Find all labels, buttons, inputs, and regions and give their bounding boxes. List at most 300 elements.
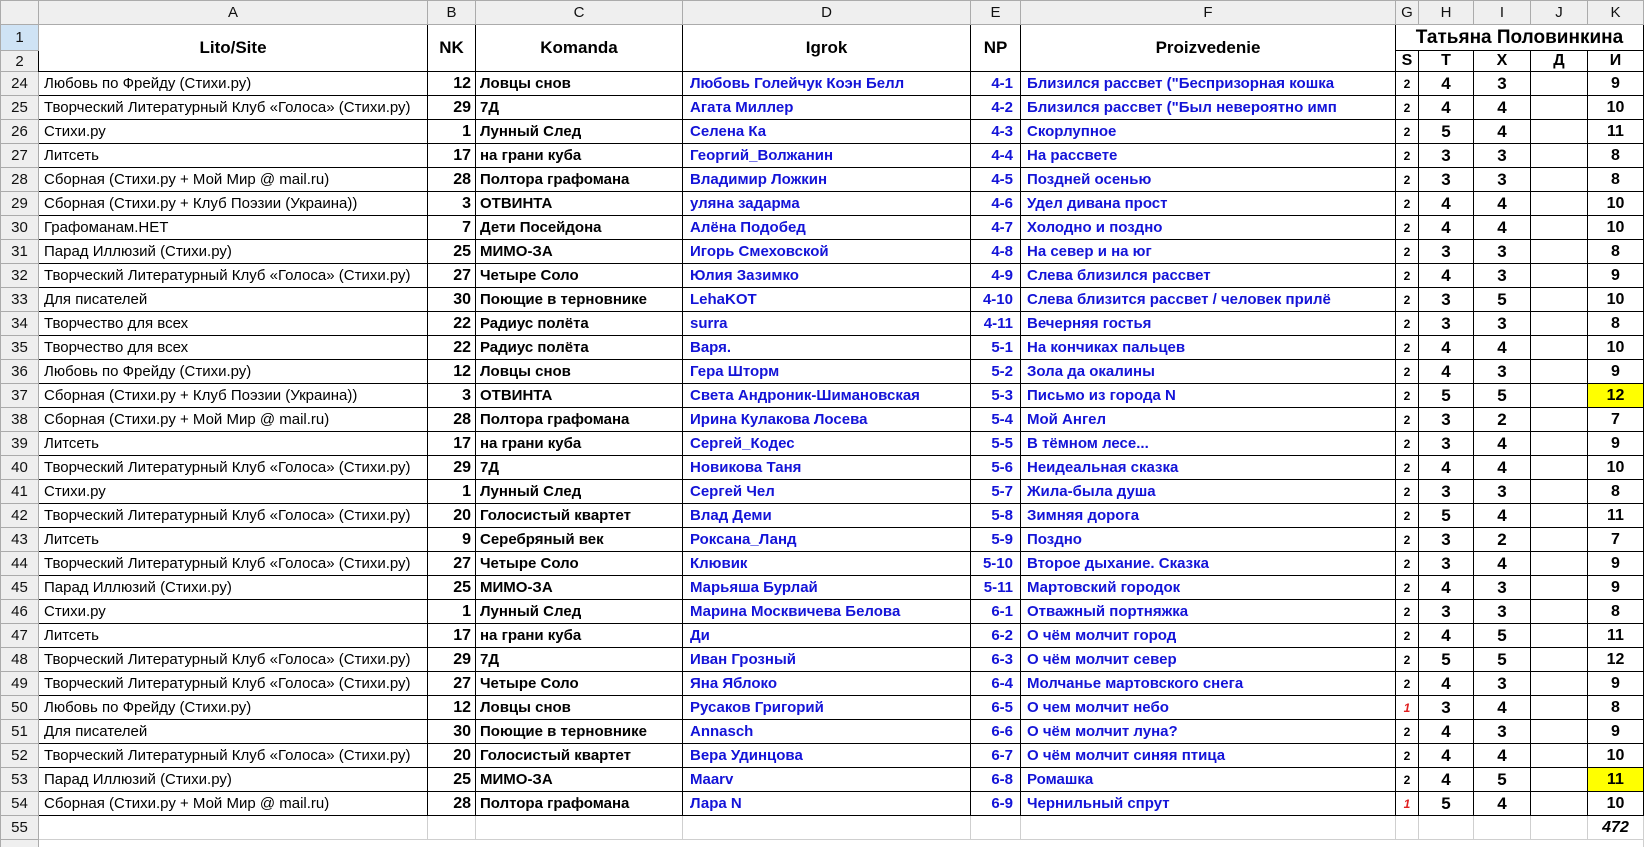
cell-score-x[interactable]: 4 <box>1474 96 1531 120</box>
cell-score-s[interactable]: 2 <box>1396 720 1419 744</box>
cell-np[interactable]: 5-5 <box>971 432 1021 456</box>
cell-score-i[interactable]: 8 <box>1588 696 1644 720</box>
cell-score-i[interactable]: 12 <box>1588 648 1644 672</box>
cell-score-s[interactable]: 2 <box>1396 672 1419 696</box>
cell-score-d[interactable] <box>1531 72 1588 96</box>
cell-score-s[interactable]: 1 <box>1396 696 1419 720</box>
cell-lito[interactable]: Графоманам.НЕТ <box>39 216 428 240</box>
cell-igrok[interactable]: Лара N <box>683 792 971 816</box>
cell-proizvedenie[interactable]: На кончиках пальцев <box>1021 336 1396 360</box>
cell-igrok[interactable]: Владимир Ложкин <box>683 168 971 192</box>
cell-score-x[interactable]: 5 <box>1474 288 1531 312</box>
cell-score-d[interactable] <box>1531 240 1588 264</box>
cell-nk[interactable]: 1 <box>428 120 476 144</box>
cell-score-d[interactable] <box>1531 120 1588 144</box>
cell-proizvedenie[interactable]: Вечерняя гостья <box>1021 312 1396 336</box>
cell-score-t[interactable]: 3 <box>1419 696 1474 720</box>
cell-proizvedenie[interactable]: Неидеальная сказка <box>1021 456 1396 480</box>
cell-komanda[interactable]: Четыре Соло <box>476 672 683 696</box>
cell-lito[interactable]: Парад Иллюзий (Стихи.ру) <box>39 576 428 600</box>
row-header-37[interactable]: 37 <box>1 384 39 408</box>
cell-score-s[interactable]: 2 <box>1396 240 1419 264</box>
cell-score-d[interactable] <box>1531 144 1588 168</box>
row-header-45[interactable]: 45 <box>1 576 39 600</box>
cell-nk[interactable]: 3 <box>428 192 476 216</box>
cell-score-t[interactable]: 5 <box>1419 504 1474 528</box>
cell-lito[interactable]: Творческий Литературный Клуб «Голоса» (Стихи.ру) <box>39 744 428 768</box>
cell-score-d[interactable] <box>1531 720 1588 744</box>
cell-score-t[interactable]: 3 <box>1419 312 1474 336</box>
row-header-50[interactable]: 50 <box>1 696 39 720</box>
cell-score-t[interactable]: 4 <box>1419 216 1474 240</box>
cell-score-s[interactable]: 2 <box>1396 432 1419 456</box>
cell-lito[interactable]: Творческий Литературный Клуб «Голоса» (Стихи.ру) <box>39 504 428 528</box>
cell-nk[interactable]: 20 <box>428 744 476 768</box>
cell-score-s[interactable]: 2 <box>1396 264 1419 288</box>
cell-komanda[interactable]: МИМО-ЗА <box>476 240 683 264</box>
cell-score-d[interactable] <box>1531 576 1588 600</box>
cell-proizvedenie[interactable]: Мартовский городок <box>1021 576 1396 600</box>
cell-lito[interactable]: Любовь по Фрейду (Стихи.ру) <box>39 72 428 96</box>
cell-nk[interactable]: 28 <box>428 168 476 192</box>
cell-score-x[interactable]: 4 <box>1474 432 1531 456</box>
column-header-C[interactable]: C <box>476 1 683 25</box>
cell-score-t[interactable]: 3 <box>1419 480 1474 504</box>
cell-proizvedenie[interactable]: Письмо из города N <box>1021 384 1396 408</box>
cell-lito[interactable]: Сборная (Стихи.ру + Мой Мир @ mail.ru) <box>39 792 428 816</box>
cell-score-i[interactable]: 9 <box>1588 264 1644 288</box>
cell-score-t[interactable]: 5 <box>1419 792 1474 816</box>
cell-proizvedenie[interactable]: Удел дивана прост <box>1021 192 1396 216</box>
cell-score-i[interactable]: 11 <box>1588 624 1644 648</box>
cell-nk[interactable]: 17 <box>428 144 476 168</box>
cell-igrok[interactable]: Георгий_Волжанин <box>683 144 971 168</box>
cell-nk[interactable]: 25 <box>428 576 476 600</box>
cell-score-t[interactable]: 4 <box>1419 456 1474 480</box>
cell-lito[interactable]: Творческий Литературный Клуб «Голоса» (Стихи.ру) <box>39 648 428 672</box>
cell-igrok[interactable]: Любовь Голейчук Коэн Белл <box>683 72 971 96</box>
cell-score-s[interactable]: 2 <box>1396 336 1419 360</box>
cell-score-s[interactable]: 2 <box>1396 552 1419 576</box>
cell-score-x[interactable]: 4 <box>1474 504 1531 528</box>
cell-score-s[interactable]: 2 <box>1396 360 1419 384</box>
cell-lito[interactable]: Стихи.ру <box>39 600 428 624</box>
cell-score-x[interactable]: 3 <box>1474 144 1531 168</box>
cell-score-s[interactable]: 2 <box>1396 72 1419 96</box>
cell-score-x[interactable]: 3 <box>1474 72 1531 96</box>
cell-lito[interactable]: Литсеть <box>39 528 428 552</box>
cell-np[interactable]: 5-9 <box>971 528 1021 552</box>
header-proizvedenie[interactable]: Proizvedenie <box>1021 25 1396 72</box>
header-criterion-1[interactable]: S <box>1396 51 1419 72</box>
cell-igrok[interactable]: Влад Деми <box>683 504 971 528</box>
cell-score-d[interactable] <box>1531 696 1588 720</box>
cell-score-i[interactable]: 9 <box>1588 672 1644 696</box>
cell-score-x[interactable]: 3 <box>1474 480 1531 504</box>
cell-proizvedenie[interactable]: Чернильный спрут <box>1021 792 1396 816</box>
cell-np[interactable]: 4-1 <box>971 72 1021 96</box>
header-criterion-5[interactable]: И <box>1588 51 1644 72</box>
row-header-partial[interactable] <box>1 840 39 847</box>
cell-score-s[interactable]: 2 <box>1396 168 1419 192</box>
row-header-39[interactable]: 39 <box>1 432 39 456</box>
cell-score-d[interactable] <box>1531 264 1588 288</box>
cell-score-x[interactable]: 4 <box>1474 120 1531 144</box>
cell-np[interactable]: 6-8 <box>971 768 1021 792</box>
cell-score-d[interactable] <box>1531 312 1588 336</box>
cell-score-t[interactable]: 3 <box>1419 528 1474 552</box>
cell-komanda[interactable]: Лунный След <box>476 600 683 624</box>
cell-np[interactable]: 4-2 <box>971 96 1021 120</box>
cell-proizvedenie[interactable]: Скорлупное <box>1021 120 1396 144</box>
cell-score-s[interactable]: 2 <box>1396 96 1419 120</box>
cell-proizvedenie[interactable]: Ромашка <box>1021 768 1396 792</box>
header-komanda[interactable]: Komanda <box>476 25 683 72</box>
cell-nk[interactable]: 9 <box>428 528 476 552</box>
cell-score-d[interactable] <box>1531 288 1588 312</box>
cell-komanda[interactable]: Ловцы снов <box>476 696 683 720</box>
cell-np[interactable]: 5-2 <box>971 360 1021 384</box>
cell-np[interactable]: 6-3 <box>971 648 1021 672</box>
cell-score-x[interactable]: 2 <box>1474 408 1531 432</box>
cell-komanda[interactable]: ОТВИНТА <box>476 384 683 408</box>
cell-score-i[interactable]: 10 <box>1588 192 1644 216</box>
cell-proizvedenie[interactable]: Близился рассвет ("Был невероятно имп <box>1021 96 1396 120</box>
cell-komanda[interactable]: Ловцы снов <box>476 72 683 96</box>
cell-score-d[interactable] <box>1531 360 1588 384</box>
cell-empty[interactable] <box>1396 816 1419 840</box>
cell-score-t[interactable]: 4 <box>1419 768 1474 792</box>
cell-nk[interactable]: 22 <box>428 312 476 336</box>
cell-score-i[interactable]: 10 <box>1588 288 1644 312</box>
cell-lito[interactable]: Творческий Литературный Клуб «Голоса» (Стихи.ру) <box>39 552 428 576</box>
cell-nk[interactable]: 22 <box>428 336 476 360</box>
row-header-29[interactable]: 29 <box>1 192 39 216</box>
cell-igrok[interactable]: Марина Москвичева Белова <box>683 600 971 624</box>
cell-proizvedenie[interactable]: О чём молчит город <box>1021 624 1396 648</box>
cell-igrok[interactable]: LehaKOT <box>683 288 971 312</box>
cell-np[interactable]: 5-10 <box>971 552 1021 576</box>
cell-score-t[interactable]: 4 <box>1419 360 1474 384</box>
cell-score-i[interactable]: 11 <box>1588 504 1644 528</box>
cell-score-i[interactable]: 8 <box>1588 144 1644 168</box>
cell-score-s[interactable]: 2 <box>1396 480 1419 504</box>
cell-score-s[interactable]: 2 <box>1396 312 1419 336</box>
cell-lito[interactable]: Для писателей <box>39 720 428 744</box>
column-header-D[interactable]: D <box>683 1 971 25</box>
cell-score-t[interactable]: 4 <box>1419 192 1474 216</box>
cell-score-t[interactable]: 4 <box>1419 720 1474 744</box>
row-header-36[interactable]: 36 <box>1 360 39 384</box>
row-header-55[interactable]: 55 <box>1 816 39 840</box>
cell-nk[interactable]: 1 <box>428 600 476 624</box>
cell-score-t[interactable]: 4 <box>1419 672 1474 696</box>
cell-komanda[interactable]: Дети Посейдона <box>476 216 683 240</box>
cell-score-s[interactable]: 2 <box>1396 456 1419 480</box>
cell-np[interactable]: 4-5 <box>971 168 1021 192</box>
column-header-A[interactable]: A <box>39 1 428 25</box>
cell-komanda[interactable]: Радиус полёта <box>476 312 683 336</box>
cell-proizvedenie[interactable]: О чём молчит синяя птица <box>1021 744 1396 768</box>
cell-lito[interactable]: Творческий Литературный Клуб «Голоса» (Стихи.ру) <box>39 672 428 696</box>
cell-proizvedenie[interactable]: Поздней осенью <box>1021 168 1396 192</box>
cell-score-x[interactable]: 4 <box>1474 456 1531 480</box>
row-header-43[interactable]: 43 <box>1 528 39 552</box>
header-criterion-4[interactable]: Д <box>1531 51 1588 72</box>
cell-score-i[interactable]: 10 <box>1588 336 1644 360</box>
cell-score-x[interactable]: 3 <box>1474 240 1531 264</box>
cell-score-x[interactable]: 4 <box>1474 552 1531 576</box>
cell-score-s[interactable]: 2 <box>1396 528 1419 552</box>
row-header-26[interactable]: 26 <box>1 120 39 144</box>
cell-np[interactable]: 4-9 <box>971 264 1021 288</box>
corner-select-all[interactable] <box>1 1 39 25</box>
cell-score-d[interactable] <box>1531 600 1588 624</box>
cell-igrok[interactable]: Сергей_Кодес <box>683 432 971 456</box>
cell-lito[interactable]: Любовь по Фрейду (Стихи.ру) <box>39 696 428 720</box>
cell-proizvedenie[interactable]: Зимняя дорога <box>1021 504 1396 528</box>
cell-score-t[interactable]: 4 <box>1419 624 1474 648</box>
cell-score-i[interactable]: 12 <box>1588 384 1644 408</box>
cell-lito[interactable]: Сборная (Стихи.ру + Клуб Поэзии (Украина)) <box>39 384 428 408</box>
cell-score-t[interactable]: 3 <box>1419 552 1474 576</box>
cell-score-t[interactable]: 4 <box>1419 264 1474 288</box>
cell-komanda[interactable]: Ловцы снов <box>476 360 683 384</box>
row-header-48[interactable]: 48 <box>1 648 39 672</box>
cell-komanda[interactable]: Лунный След <box>476 480 683 504</box>
cell-np[interactable]: 6-7 <box>971 744 1021 768</box>
cell-score-x[interactable]: 5 <box>1474 648 1531 672</box>
cell-np[interactable]: 6-5 <box>971 696 1021 720</box>
cell-score-x[interactable]: 3 <box>1474 672 1531 696</box>
header-igrok[interactable]: Igrok <box>683 25 971 72</box>
cell-komanda[interactable]: Радиус полёта <box>476 336 683 360</box>
cell-score-x[interactable]: 3 <box>1474 264 1531 288</box>
row-header-33[interactable]: 33 <box>1 288 39 312</box>
cell-proizvedenie[interactable]: Мой Ангел <box>1021 408 1396 432</box>
cell-score-i[interactable]: 8 <box>1588 312 1644 336</box>
cell-score-d[interactable] <box>1531 744 1588 768</box>
cell-igrok[interactable]: Иван Грозный <box>683 648 971 672</box>
column-header-K[interactable]: K <box>1588 1 1644 25</box>
cell-lito[interactable]: Любовь по Фрейду (Стихи.ру) <box>39 360 428 384</box>
cell-komanda[interactable]: Голосистый квартет <box>476 744 683 768</box>
cell-komanda[interactable]: 7Д <box>476 96 683 120</box>
row-header-53[interactable]: 53 <box>1 768 39 792</box>
column-header-F[interactable]: F <box>1021 1 1396 25</box>
cell-np[interactable]: 5-7 <box>971 480 1021 504</box>
cell-empty[interactable] <box>1474 816 1531 840</box>
cell-komanda[interactable]: Поющие в терновнике <box>476 720 683 744</box>
cell-score-d[interactable] <box>1531 672 1588 696</box>
cell-np[interactable]: 5-4 <box>971 408 1021 432</box>
cell-score-i[interactable]: 8 <box>1588 240 1644 264</box>
cell-proizvedenie[interactable]: Молчанье мартовского снега <box>1021 672 1396 696</box>
cell-score-d[interactable] <box>1531 792 1588 816</box>
cell-score-i[interactable]: 11 <box>1588 120 1644 144</box>
cell-proizvedenie[interactable]: Жила-была душа <box>1021 480 1396 504</box>
cell-igrok[interactable]: surra <box>683 312 971 336</box>
cell-komanda[interactable]: Голосистый квартет <box>476 504 683 528</box>
cell-nk[interactable]: 7 <box>428 216 476 240</box>
cell-igrok[interactable]: Вера Удинцова <box>683 744 971 768</box>
cell-score-i[interactable]: 8 <box>1588 600 1644 624</box>
cell-proizvedenie[interactable]: Поздно <box>1021 528 1396 552</box>
cell-np[interactable]: 6-4 <box>971 672 1021 696</box>
cell-komanda[interactable]: Полтора графомана <box>476 792 683 816</box>
cell-score-x[interactable]: 5 <box>1474 768 1531 792</box>
cell-score-t[interactable]: 4 <box>1419 96 1474 120</box>
cell-nk[interactable]: 25 <box>428 240 476 264</box>
cell-score-t[interactable]: 4 <box>1419 576 1474 600</box>
column-header-I[interactable]: I <box>1474 1 1531 25</box>
cell-score-i[interactable]: 9 <box>1588 552 1644 576</box>
cell-score-i[interactable]: 10 <box>1588 744 1644 768</box>
cell-komanda[interactable]: 7Д <box>476 648 683 672</box>
cell-score-t[interactable]: 4 <box>1419 336 1474 360</box>
cell-score-t[interactable]: 4 <box>1419 744 1474 768</box>
row-header-54[interactable]: 54 <box>1 792 39 816</box>
cell-score-s[interactable]: 2 <box>1396 600 1419 624</box>
row-header-2[interactable]: 2 <box>1 51 39 72</box>
cell-igrok[interactable]: Света Андроник-Шимановская <box>683 384 971 408</box>
cell-komanda[interactable]: Поющие в терновнике <box>476 288 683 312</box>
cell-np[interactable]: 4-4 <box>971 144 1021 168</box>
cell-np[interactable]: 6-9 <box>971 792 1021 816</box>
cell-score-t[interactable]: 5 <box>1419 120 1474 144</box>
cell-score-s[interactable]: 2 <box>1396 120 1419 144</box>
cell-score-s[interactable]: 2 <box>1396 288 1419 312</box>
row-header-24[interactable]: 24 <box>1 72 39 96</box>
cell-nk[interactable]: 12 <box>428 72 476 96</box>
row-header-49[interactable]: 49 <box>1 672 39 696</box>
row-header-28[interactable]: 28 <box>1 168 39 192</box>
row-header-27[interactable]: 27 <box>1 144 39 168</box>
cell-score-t[interactable]: 3 <box>1419 408 1474 432</box>
cell-score-d[interactable] <box>1531 504 1588 528</box>
header-criterion-3[interactable]: X <box>1474 51 1531 72</box>
row-header-52[interactable]: 52 <box>1 744 39 768</box>
cell-nk[interactable]: 17 <box>428 432 476 456</box>
cell-komanda[interactable]: Полтора графомана <box>476 168 683 192</box>
cell-score-x[interactable]: 3 <box>1474 600 1531 624</box>
cell-lito[interactable]: Творчество для всех <box>39 336 428 360</box>
cell-score-d[interactable] <box>1531 96 1588 120</box>
cell-score-x[interactable]: 5 <box>1474 384 1531 408</box>
cell-lito[interactable]: Творческий Литературный Клуб «Голоса» (Стихи.ру) <box>39 264 428 288</box>
cell-igrok[interactable]: Ирина Кулакова Лосева <box>683 408 971 432</box>
cell-nk[interactable]: 28 <box>428 408 476 432</box>
cell-score-s[interactable]: 2 <box>1396 744 1419 768</box>
cell-empty[interactable] <box>428 816 476 840</box>
cell-score-d[interactable] <box>1531 480 1588 504</box>
cell-score-i[interactable]: 9 <box>1588 432 1644 456</box>
cell-komanda[interactable]: на грани куба <box>476 432 683 456</box>
cell-np[interactable]: 5-1 <box>971 336 1021 360</box>
cell-lito[interactable]: Стихи.ру <box>39 480 428 504</box>
cell-score-x[interactable]: 3 <box>1474 720 1531 744</box>
cell-igrok[interactable]: уляна задарма <box>683 192 971 216</box>
cell-score-s[interactable]: 2 <box>1396 144 1419 168</box>
cell-score-d[interactable] <box>1531 456 1588 480</box>
cell-score-d[interactable] <box>1531 432 1588 456</box>
header-np[interactable]: NP <box>971 25 1021 72</box>
cell-komanda[interactable]: 7Д <box>476 456 683 480</box>
cell-lito[interactable]: Творчество для всех <box>39 312 428 336</box>
cell-komanda[interactable]: на грани куба <box>476 144 683 168</box>
cell-lito[interactable]: Стихи.ру <box>39 120 428 144</box>
cell-score-d[interactable] <box>1531 552 1588 576</box>
cell-np[interactable]: 6-1 <box>971 600 1021 624</box>
cell-igrok[interactable]: Игорь Смеховской <box>683 240 971 264</box>
cell-score-i[interactable]: 11 <box>1588 768 1644 792</box>
cell-empty[interactable] <box>39 840 1644 847</box>
cell-lito[interactable]: Творческий Литературный Клуб «Голоса» (Стихи.ру) <box>39 456 428 480</box>
cell-proizvedenie[interactable]: О чём молчит луна? <box>1021 720 1396 744</box>
cell-score-x[interactable]: 3 <box>1474 312 1531 336</box>
cell-score-i[interactable]: 10 <box>1588 792 1644 816</box>
cell-score-i[interactable]: 10 <box>1588 96 1644 120</box>
cell-proizvedenie[interactable]: О чем молчит небо <box>1021 696 1396 720</box>
cell-nk[interactable]: 12 <box>428 360 476 384</box>
cell-lito[interactable]: Сборная (Стихи.ру + Мой Мир @ mail.ru) <box>39 408 428 432</box>
cell-igrok[interactable]: Варя. <box>683 336 971 360</box>
cell-score-t[interactable]: 3 <box>1419 600 1474 624</box>
cell-score-i[interactable]: 7 <box>1588 528 1644 552</box>
cell-np[interactable]: 5-3 <box>971 384 1021 408</box>
cell-score-d[interactable] <box>1531 168 1588 192</box>
cell-np[interactable]: 4-8 <box>971 240 1021 264</box>
cell-igrok[interactable]: Annasch <box>683 720 971 744</box>
cell-lito[interactable]: Для писателей <box>39 288 428 312</box>
cell-grand-total[interactable]: 472 <box>1588 816 1644 840</box>
cell-nk[interactable]: 28 <box>428 792 476 816</box>
cell-score-x[interactable]: 4 <box>1474 696 1531 720</box>
cell-igrok[interactable]: Агата Миллер <box>683 96 971 120</box>
cell-nk[interactable]: 29 <box>428 96 476 120</box>
cell-igrok[interactable]: Роксана_Ланд <box>683 528 971 552</box>
row-header-32[interactable]: 32 <box>1 264 39 288</box>
cell-empty[interactable] <box>1531 816 1588 840</box>
cell-igrok[interactable]: Марьяша Бурлай <box>683 576 971 600</box>
cell-score-i[interactable]: 9 <box>1588 360 1644 384</box>
cell-score-d[interactable] <box>1531 192 1588 216</box>
row-header-25[interactable]: 25 <box>1 96 39 120</box>
cell-proizvedenie[interactable]: Зола да окалины <box>1021 360 1396 384</box>
cell-score-t[interactable]: 4 <box>1419 72 1474 96</box>
column-header-H[interactable]: H <box>1419 1 1474 25</box>
row-header-46[interactable]: 46 <box>1 600 39 624</box>
cell-proizvedenie[interactable]: Слева близится рассвет / человек прилё <box>1021 288 1396 312</box>
cell-score-x[interactable]: 3 <box>1474 168 1531 192</box>
cell-empty[interactable] <box>476 816 683 840</box>
cell-igrok[interactable]: Яна Яблоко <box>683 672 971 696</box>
cell-np[interactable]: 6-2 <box>971 624 1021 648</box>
cell-score-d[interactable] <box>1531 216 1588 240</box>
cell-score-x[interactable]: 4 <box>1474 216 1531 240</box>
cell-nk[interactable]: 3 <box>428 384 476 408</box>
row-header-44[interactable]: 44 <box>1 552 39 576</box>
row-header-34[interactable]: 34 <box>1 312 39 336</box>
column-header-J[interactable]: J <box>1531 1 1588 25</box>
cell-score-t[interactable]: 5 <box>1419 648 1474 672</box>
header-criterion-2[interactable]: T <box>1419 51 1474 72</box>
cell-proizvedenie[interactable]: О чём молчит север <box>1021 648 1396 672</box>
row-header-35[interactable]: 35 <box>1 336 39 360</box>
cell-np[interactable]: 4-3 <box>971 120 1021 144</box>
cell-score-t[interactable]: 3 <box>1419 168 1474 192</box>
cell-score-i[interactable]: 8 <box>1588 168 1644 192</box>
